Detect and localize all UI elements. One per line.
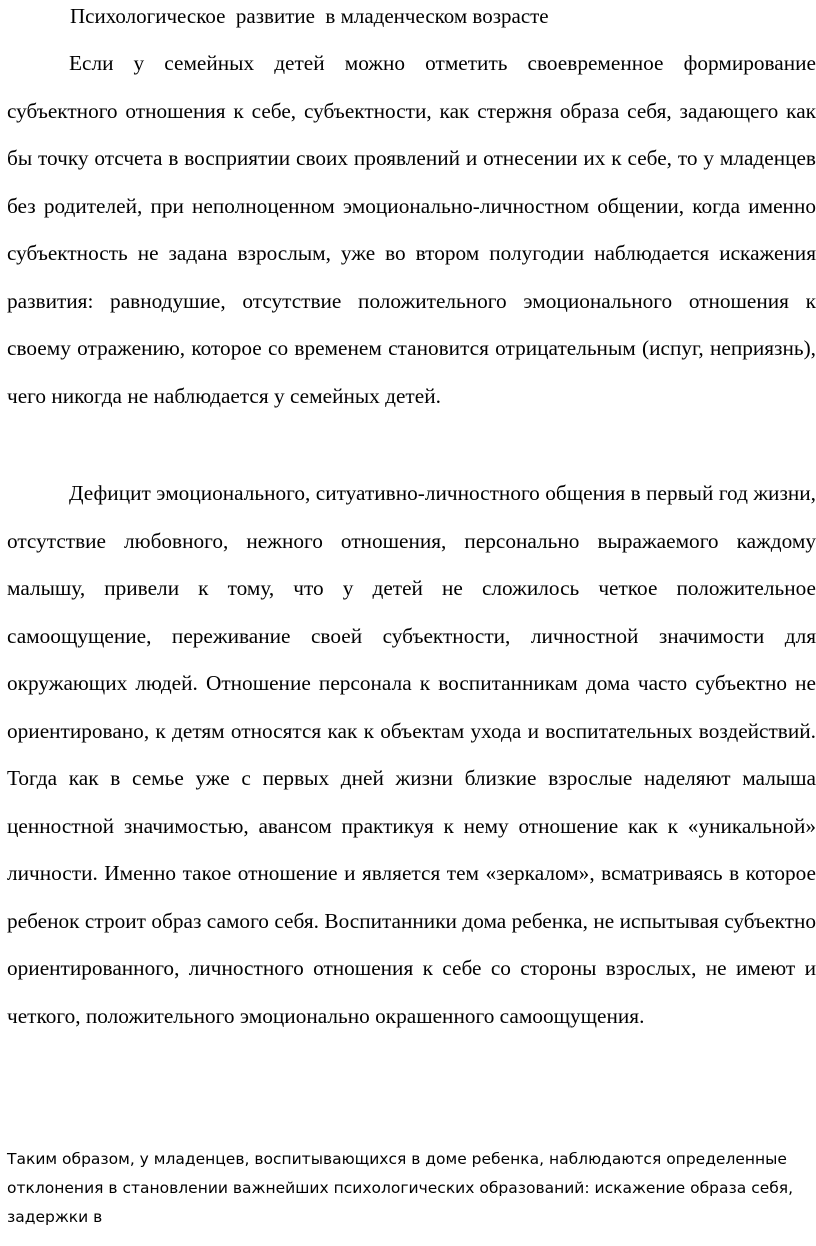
- footer-excerpt: Таким образом, у младенцев, воспитывающихся в доме ребенка, наблюдаются определенные отклонения в становлении важнейших психологических образований: искажение образа себя, задержки в: [7, 1150, 794, 1226]
- paragraph-family-vs-orphan-subjectivity: Если у семейных детей можно отметить своевременное формирование субъектного отношения к себе, субъектности, как стержня образа себя, задающего как бы точку отсчета в восприятии своих проявлений и отнесении их к себе, то у младенцев без родителей, при неполноценном эмоционально-личностном общении, когда именно субъектность не задана взрослым, уже во втором полугодии наблюдается искажения развития: равнодушие, отсутствие положительного эмоционального отношения к своему отражению, которое со временем становится отрицательным (испуг, неприязнь), чего никогда не наблюдается у семейных детей.: [7, 51, 816, 408]
- paragraph-communication-deficit: Дефицит эмоционального, ситуативно-личностного общения в первый год жизни, отсутствие любовного, нежного отношения, персонально выражаемого каждому малышу, привели к тому, что у детей не сложилось четкое положительное самоощущение, переживание своей субъектности, личностной значимости для окружающих людей. Отношение персонала к воспитанникам дома часто субъектно не ориентировано, к детям относятся как к объектам ухода и воспитательных воздействий. Тогда как в семье уже с первых дней жизни близкие взрослые наделяют малыша ценностной значимостью, авансом практикуя к нему отношение как к «уникальной» личности. Именно такое отношение и является тем «зеркалом», всматриваясь в которое ребенок строит образ самого себя. Воспитанники дома ребенка, не испытывая субъектно ориентированного, личностного отношения к себе со стороны взрослых, не имеют и четкого, положительного эмоционально окрашенного самоощущения.: [7, 481, 816, 1028]
- document-title: Психологическое развитие в младенческом возрасте: [70, 4, 549, 28]
